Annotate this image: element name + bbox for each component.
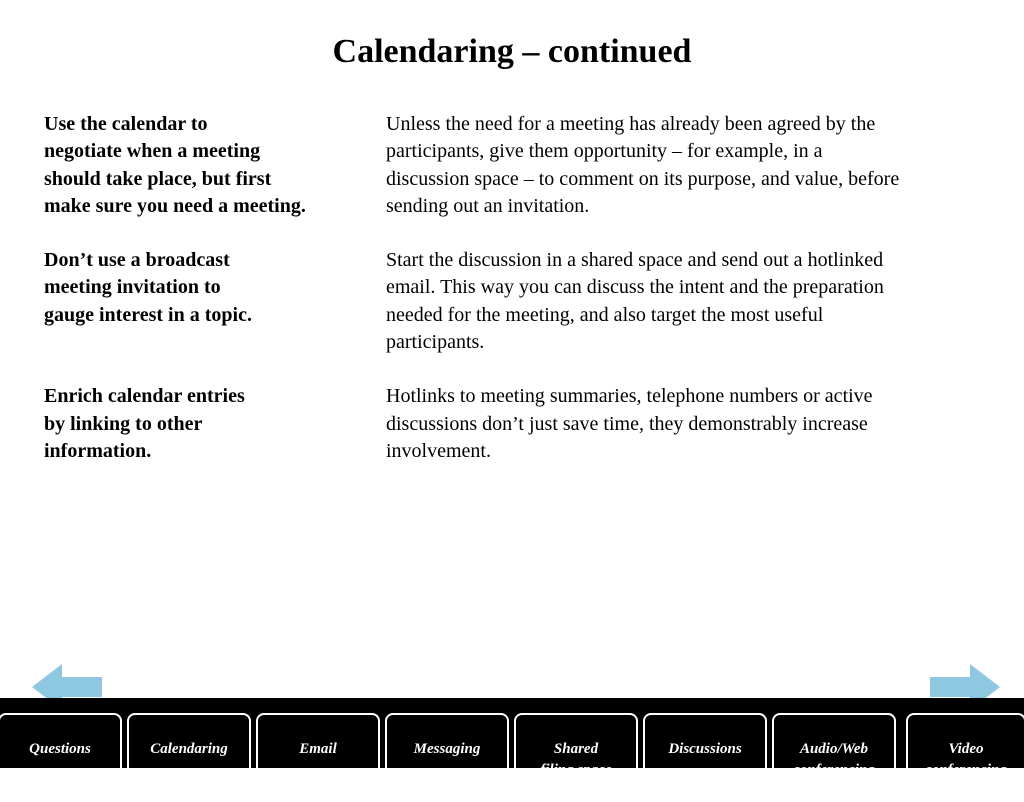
nav-tab-label: Questions xyxy=(29,741,91,757)
page-title: Calendaring – continued xyxy=(332,33,692,70)
content-row xyxy=(44,111,984,220)
nav-tab-label: Calendaring xyxy=(150,741,228,757)
nav-tab-questions[interactable] xyxy=(0,713,122,768)
bottom-navigation-bar xyxy=(0,698,1024,778)
nav-tab-label: Shared filing space xyxy=(540,741,612,778)
content-area xyxy=(44,111,984,492)
nav-tab-label: Messaging xyxy=(413,741,481,757)
nav-tab-label: Email xyxy=(299,741,337,757)
nav-tab-label: Video conferencing xyxy=(925,741,1007,778)
guideline-explanation: Start the discussion in a shared space and send out a hotlinked email. This way you can discuss the intent and the preparation needed for the meeting, and also target the most useful participants. xyxy=(386,249,884,354)
nav-tab-email[interactable] xyxy=(256,713,380,768)
nav-tab-video-conferencing[interactable] xyxy=(906,713,1024,778)
guideline-explanation: Hotlinks to meeting summaries, telephone numbers or active discussions don’t just save time, they demonstrably increase involvement. xyxy=(386,385,873,462)
nav-tab-audio-web-conferencing[interactable] xyxy=(772,713,896,778)
content-row xyxy=(44,383,984,465)
nav-tab-label: Audio/Web conferencing xyxy=(793,741,875,778)
nav-tab-discussions[interactable] xyxy=(643,713,767,768)
content-row xyxy=(44,247,984,356)
guideline-heading: Enrich calendar entries by linking to other information. xyxy=(44,385,245,462)
nav-tab-shared-filing-space[interactable] xyxy=(514,713,638,778)
guideline-explanation: Unless the need for a meeting has already been agreed by the participants, give them opportunity – for example, in a discussion space – to comment on its purpose, and value, before sending out an invitation. xyxy=(386,113,900,217)
nav-tab-label: Discussions xyxy=(668,741,742,757)
guideline-heading: Use the calendar to negotiate when a meeting should take place, but first make sure you need a meeting. xyxy=(44,113,306,217)
guideline-heading: Don’t use a broadcast meeting invitation to gauge interest in a topic. xyxy=(44,249,252,326)
nav-tab-messaging[interactable] xyxy=(385,713,509,768)
nav-tab-calendaring[interactable] xyxy=(127,713,251,768)
